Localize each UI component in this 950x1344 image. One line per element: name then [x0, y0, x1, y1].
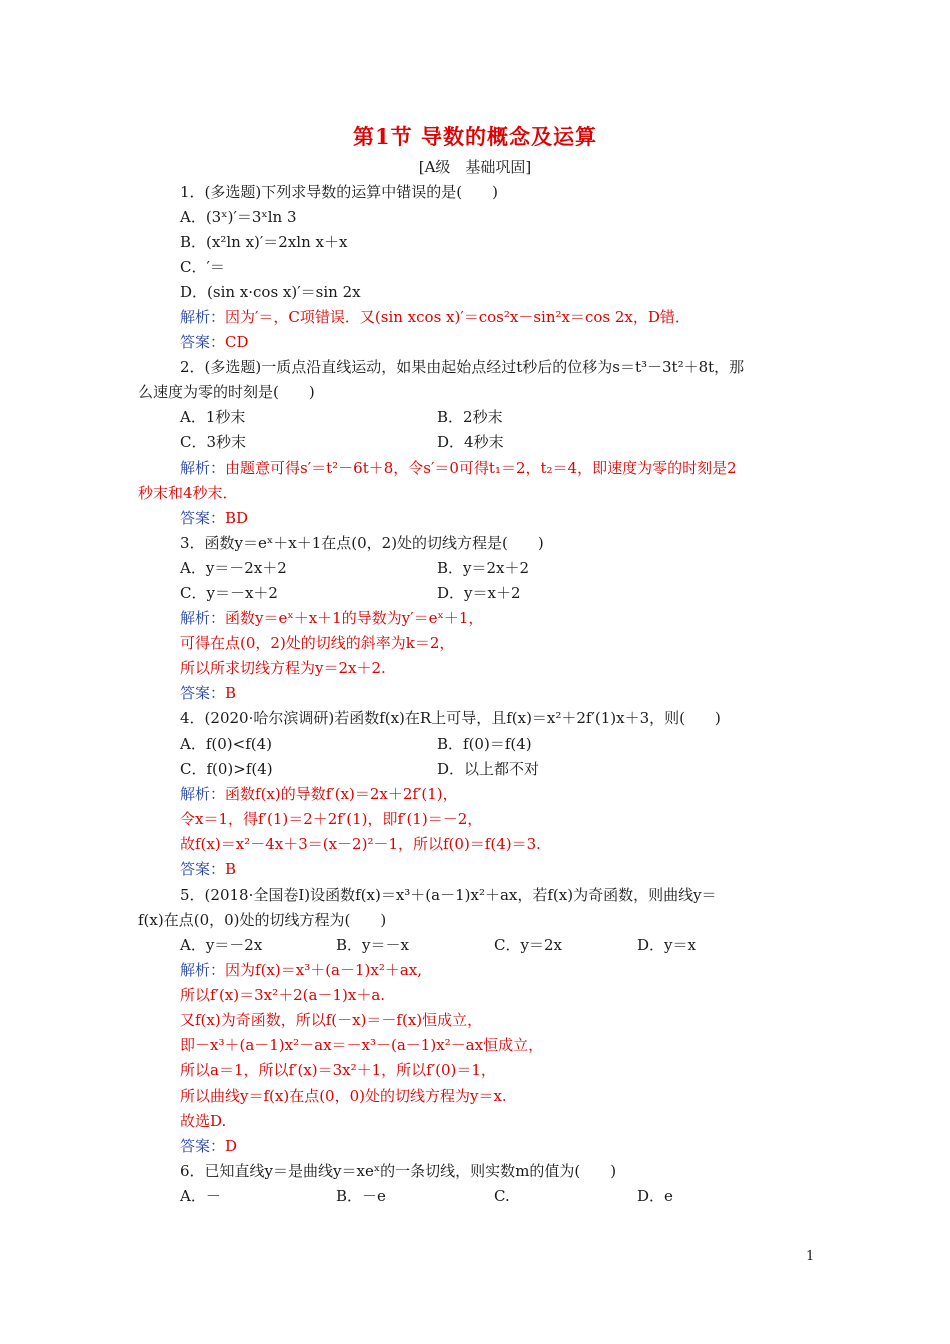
explanation-label: 解析： [180, 785, 226, 803]
q3-option-b: B．y＝2x＋2 [437, 559, 530, 577]
q4-answer-value: B [225, 860, 237, 878]
q2-option-d: D．4秒末 [437, 433, 504, 451]
section-level-heading: [A级 基础巩固] [418, 158, 532, 176]
q2-option-c: C．3秒末 [180, 433, 247, 451]
explanation-label: 解析： [180, 961, 226, 979]
q1-explanation-text: 因为′＝，C项错误．又(sin xcos x)′＝cos²x－sin²x＝cos 2x，D错． [225, 308, 690, 326]
q4-explanation [180, 785, 458, 803]
q2-explanation-text: 由题意可得s′＝t²－6t＋8，令s′＝0可得t₁＝2，t₂＝4，即速度为零的时刻是2 [225, 459, 737, 477]
q3-explanation [180, 609, 483, 627]
q3-answer [180, 684, 236, 702]
q5-option-d: D．y＝x [637, 936, 696, 954]
q4-option-b: B．f(0)＝f(4) [437, 735, 532, 753]
q3-explanation-text: 函数y＝eˣ＋x＋1的导数为y′＝eˣ＋1， [225, 609, 484, 627]
q5-explanation-line6: 所以曲线y＝f(x)在点(0，0)处的切线方程为y＝x. [180, 1087, 507, 1105]
q1-option-b: B．(x²ln x)′＝2xln x＋x [180, 233, 348, 251]
q6-option-d: D．e [637, 1187, 673, 1205]
q5-explanation-line3: 又f(x)为奇函数，所以f(－x)＝－f(x)恒成立， [180, 1011, 483, 1029]
q4-option-c: C．f(0)>f(4) [180, 760, 273, 778]
q3-option-c: C．y＝－x＋2 [180, 584, 278, 602]
q1-option-c: C．′＝ [180, 258, 225, 276]
q5-explanation-line5: 所以a＝1，所以f′(x)＝3x²＋1，所以f′(0)＝1， [180, 1061, 496, 1079]
q2-explanation-line2: 秒末和4秒末． [138, 484, 238, 502]
q5-explanation [180, 961, 422, 979]
q5-option-b: B．y＝－x [336, 936, 409, 954]
q5-stem-line1: 5．(2018·全国卷Ⅰ)设函数f(x)＝x³＋(a－1)x²＋ax，若f(x)为奇函数，则曲线y＝ [180, 886, 717, 904]
answer-label: 答案： [180, 1137, 226, 1155]
explanation-label: 解析： [180, 609, 226, 627]
q1-explanation [180, 308, 690, 326]
q5-explanation-line4: 即－x³＋(a－1)x²－ax＝－x³－(a－1)x²－ax恒成立， [180, 1036, 544, 1054]
q6-option-a: A．－ [180, 1187, 221, 1205]
q5-option-c: C．y＝2x [494, 936, 562, 954]
q5-explanation-text: 因为f(x)＝x³＋(a－1)x²＋ax, [225, 961, 423, 979]
q1-answer [180, 333, 249, 351]
q4-option-d: D．以上都不对 [437, 760, 540, 778]
q1-stem: 1．(多选题)下列求导数的运算中错误的是( ) [180, 183, 498, 201]
q6-option-c: C. [494, 1187, 510, 1205]
q6-stem: 6．已知直线y＝是曲线y＝xeˣ的一条切线，则实数m的值为( ) [180, 1162, 617, 1180]
explanation-label: 解析： [180, 459, 226, 477]
q2-explanation [180, 459, 737, 477]
q5-option-a: A．y＝－2x [180, 936, 263, 954]
q4-option-a: A．f(0)<f(4) [180, 735, 272, 753]
q3-explanation-line2: 可得在点(0，2)处的切线的斜率为k＝2， [180, 634, 455, 652]
q2-answer-value: BD [225, 509, 249, 527]
answer-label: 答案： [180, 333, 226, 351]
q3-explanation-line3: 所以所求切线方程为y＝2x＋2. [180, 659, 386, 677]
answer-label: 答案： [180, 509, 226, 527]
q2-stem-line1: 2．(多选题)一质点沿直线运动，如果由起始点经过t秒后的位移为s＝t³－3t²＋8t，那 [180, 358, 745, 376]
q2-option-a: A．1秒末 [180, 408, 246, 426]
q1-option-a: A．(3ˣ)′＝3ˣln 3 [180, 208, 297, 226]
q3-answer-value: B [225, 684, 237, 702]
q4-answer [180, 860, 236, 878]
explanation-label: 解析： [180, 308, 226, 326]
q5-explanation-line7: 故选D. [180, 1112, 227, 1130]
q2-stem-line2: 么速度为零的时刻是( ) [138, 383, 315, 401]
q4-stem: 4．(2020·哈尔滨调研)若函数f(x)在R上可导，且f(x)＝x²＋2f′(1)x＋3，则( ) [180, 709, 721, 727]
q5-answer-value: D [225, 1137, 238, 1155]
page-number: 1 [806, 1249, 815, 1264]
q3-option-a: A．y＝－2x＋2 [180, 559, 287, 577]
q1-option-d: D．(sin x·cos x)′＝sin 2x [180, 283, 361, 301]
q3-option-d: D．y＝x＋2 [437, 584, 521, 602]
q2-option-b: B．2秒末 [437, 408, 503, 426]
q5-answer [180, 1137, 237, 1155]
q6-option-b: B．－e [336, 1187, 386, 1205]
answer-label: 答案： [180, 684, 226, 702]
answer-label: 答案： [180, 860, 226, 878]
q3-stem: 3．函数y＝eˣ＋x＋1在点(0，2)处的切线方程是( ) [180, 534, 544, 552]
q4-explanation-line3: 故f(x)＝x²－4x＋3＝(x－2)²－1，所以f(0)＝f(4)＝3. [180, 835, 541, 853]
q2-answer [180, 509, 248, 527]
q5-stem-line2: f(x)在点(0，0)处的切线方程为( ) [138, 911, 387, 929]
q4-explanation-text: 函数f(x)的导数f′(x)＝2x＋2f′(1)， [225, 785, 458, 803]
q1-answer-value: CD [225, 333, 249, 351]
q5-explanation-line2: 所以f′(x)＝3x²＋2(a－1)x＋a. [180, 986, 386, 1004]
q4-explanation-line2: 令x＝1，得f′(1)＝2＋2f′(1)，即f′(1)＝－2， [180, 810, 483, 828]
page-title: 第1节 导数的概念及运算 [353, 124, 597, 149]
